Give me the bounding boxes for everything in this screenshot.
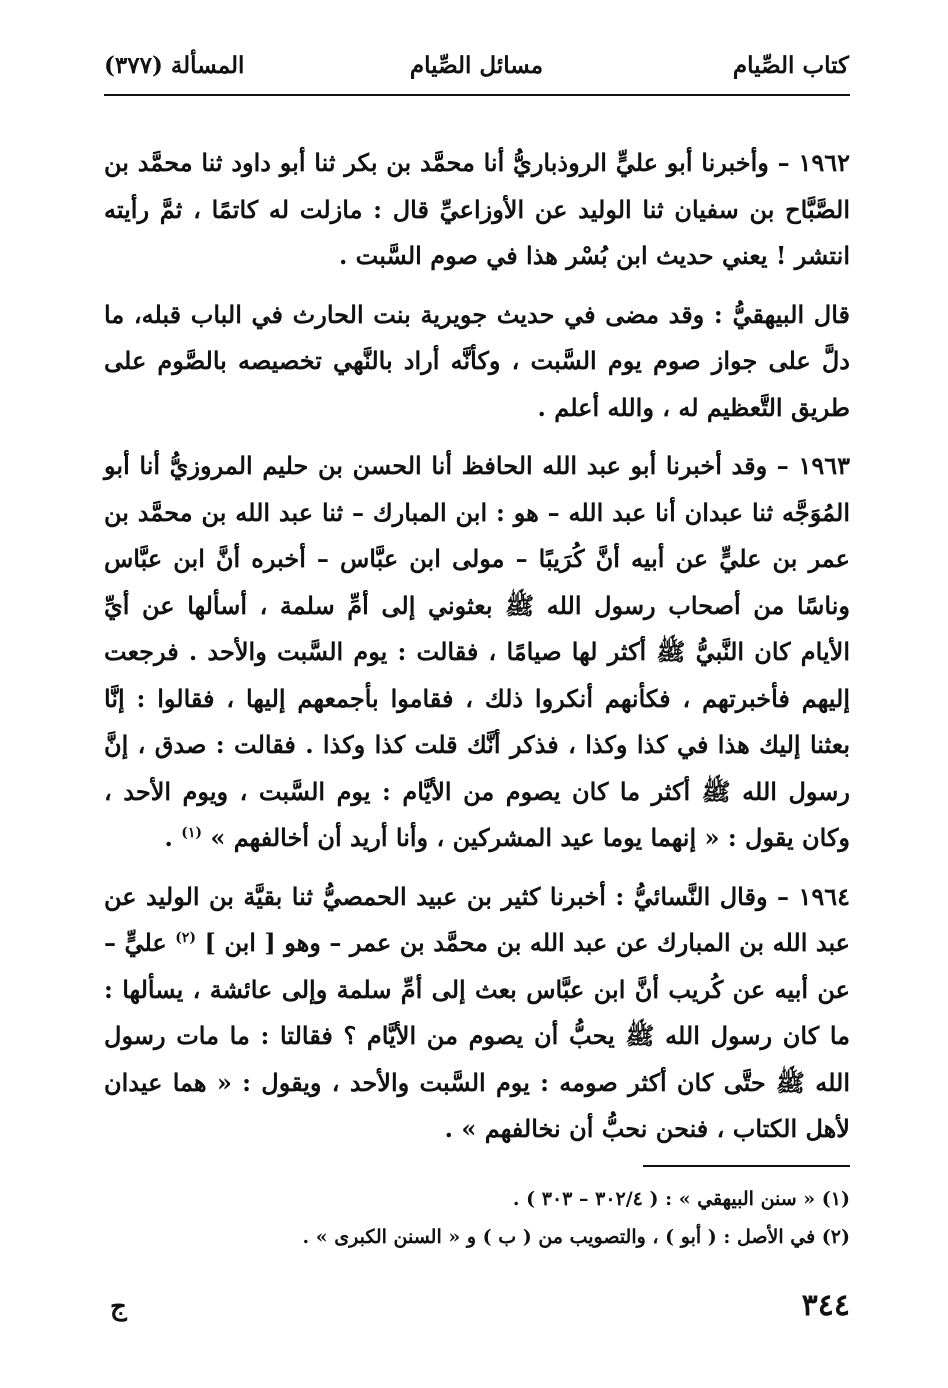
signature-mark: ج [110,1292,127,1322]
section-title: مسائل الصِّيام [409,52,544,79]
hadith-text: – وقال النَّسائيُّ : أخبرنا كثير بن عبيد الحمصيُّ ثنا بقيَّة بن الوليد عن عبد الله بن المبارك عن عبد الله بن محمَّد بن عمر – وهو [ ابن ] [104,881,851,957]
footnote-ref-2[interactable]: (٢) [175,930,197,946]
hadith-number: ١٩٦٣ [798,451,850,480]
footnote-1: (١) « سنن البيهقي » : ( ٣٠٢/٤ – ٣٠٣ ) . [512,1188,850,1210]
comment-text: قال البيهقيُّ : وقد مضى في حديث جويرية بنت الحارث في الباب قبله، ما دلَّ على جواز صوم يوم السَّبت ، وكأنَّه أراد بالنَّهي تخصيصه بالصَّوم على طريق التَّعظيم له ، والله أعلم . [104,299,850,422]
prophetic-quote: إنهما يوما عيد المشركين ، وأنا أريد أن أخالفهم [233,823,697,852]
book-title: كتاب الصِّيام [732,52,849,79]
hadith-1962 [104,140,850,280]
footnote-ref-1[interactable]: (١) [181,825,202,841]
quote-close: » [201,823,234,852]
hadith-text-cont: عليٍّ – عن أبيه عن كُريب أنَّ ابن عبَّاس بعث إلى أمِّ سلمة وإلى عائشة ، يسألها : ما كان رسول الله ﷺ يحبُّ أن يصوم من الأيَّام ؟ فقالتا : ما مات رسول الله ﷺ حتَّى كان أكثر صومه : يوم السَّبت والأحد ، ويقول : « [104,928,850,1097]
running-header [104,52,849,92]
hadith-1964 [104,874,850,1153]
bayhaqi-comment [104,292,850,432]
hadith-1963 [104,443,850,862]
hadith-text: – وأخبرنا أبو عليٍّ الروذباريُّ أنا محمَّد بن بكر ثنا أبو داود ثنا محمَّد بن الصَّبَّاح بن سفيان ثنا الوليد عن الأوزاعيِّ قال : مازلت له كاتمًا ، ثمَّ رأيته انتشر ! يعني حديث ابن بُسْر هذا في صوم السَّبت . [104,148,850,270]
issue-number: المسألة (٣٧٧) [104,52,245,79]
footnote-rule [643,1165,850,1167]
hadith-number: ١٩٦٤ [798,881,850,911]
quote-close: » . [444,1114,485,1143]
hadith-text: – وقد أخبرنا أبو عبد الله الحافظ أنا الحسن بن حليم المروزيُّ أنا أبو المُوَجَّه ثنا عبدان أنا عبد الله – هو : ابن المبارك – ثنا عبد الله بن محمَّد بن عمر بن عليٍّ عن أبيه أنَّ كُرَيبًا – مولى ابن عبَّاس – أخبره أنَّ ابن عبَّاس وناسًا من أصحاب رسول الله ﷺ بعثوني إلى أمِّ سلمة ، أسألها عن أيِّ الأيام كان النَّبيُّ ﷺ أكثر لها صيامًا ، فقالت : يوم السَّبت والأحد . فرجعت إليهم فأخبرتهم ، فكأنهم أنكروا ذلك ، فقاموا بأجمعهم إليها ، فقالوا : إنَّا بعثنا إليك هذا في كذا وكذا ، فذكر أنَّك قلت كذا وكذا . فقالت : صدق ، إنَّ رسول الله ﷺ أكثر ما كان يصوم من الأيَّام : يوم السَّبت ، ويوم الأحد ، وكان يقول : « [104,451,851,852]
footnote-2: (٢) في الأصل : ( أبو ) ، والتصويب من ( ب ) و « السنن الكبرى » . [302,1226,850,1248]
header-rule [104,94,850,96]
sentence-end: . [164,823,182,852]
footnotes [104,1180,850,1256]
main-text [104,140,850,1165]
prophetic-quote: هما عيدان لأهل الكتاب ، فنحن نحبُّ أن نخالفهم [104,1067,850,1143]
hadith-number: ١٩٦٢ [798,148,850,177]
page-number: ٣٤٤ [801,1288,850,1323]
